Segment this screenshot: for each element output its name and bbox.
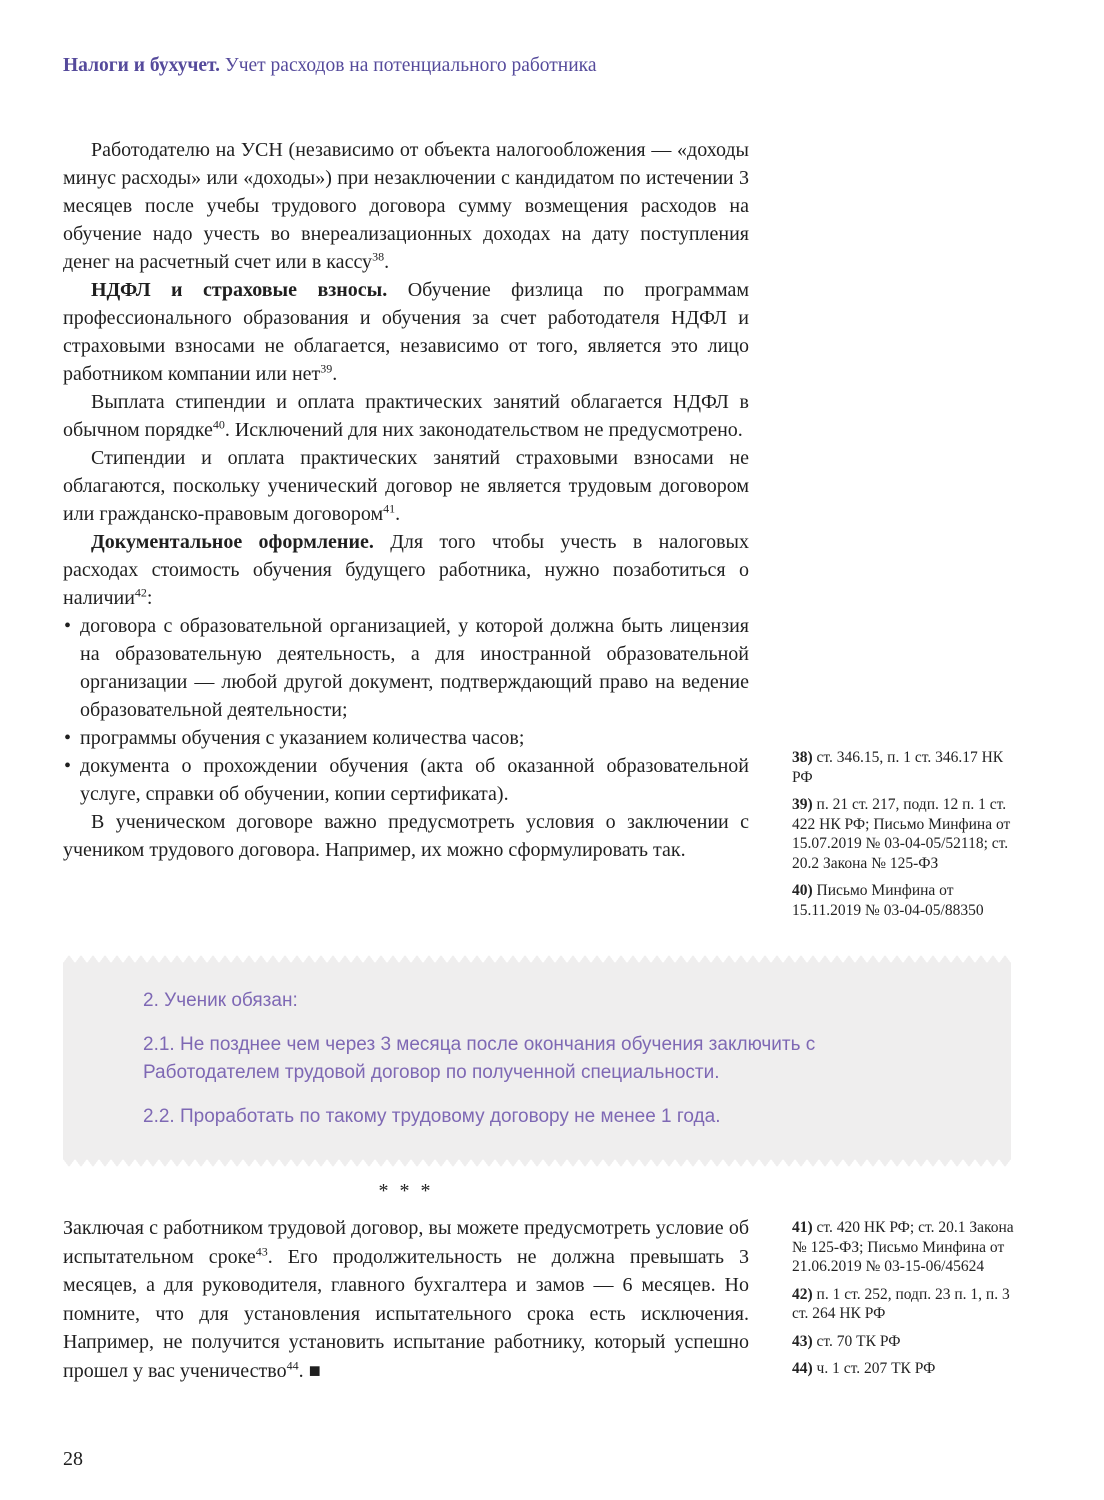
paragraph-probation: Заключая с работником трудовой договор, вы можете предусмотреть условие об испытательном сроке$^{43}$. Его продолжительность не должна превышать 3 месяцев, а для руководителя, главного бухгалтера и замов — 6 месяцев. Но помните, что для установления испытательного срока есть исключения. Например, не получится установить испытание работнику, который успешно прошел у вас ученичество$^{44}$. ■ [63,1217,750,1382]
footnote-text: Письмо Минфина от 15.11.2019 № 03-04-05/88350 [792,882,984,919]
footnotes-sidebar-bottom [792,1218,1026,1387]
bullet-item: • документа о прохождении обучения (акта об оказанной образовательной услуге, справки об обучении, копии сертификата). [63,752,749,808]
footnote [792,1359,1026,1379]
footnote-number: 39) [792,796,813,813]
paragraph-stipend-ndfl: Выплата стипендии и оплата практических занятий облагается НДФЛ в обычном порядке$^{40}$. Исключений для них законодательством не предусмотрено. [63,391,749,441]
footnote [792,881,1026,920]
footnote-number: 44) [792,1360,813,1377]
excerpt-clause-2-2: 2.2. Проработать по такому трудовому договору не менее 1 года. [143,1106,721,1127]
footnote-number: 38) [792,749,813,766]
contract-excerpt-body [63,963,1011,1159]
footnote [792,1285,1026,1324]
footnote-text: ч. 1 ст. 207 ТК РФ [816,1360,936,1377]
excerpt-clause-2-1: 2.1. Не позднее чем через 3 месяца после окончания обучения заключить с Работодателем трудовой договор по полученной специальности. [143,1034,816,1083]
zigzag-edge-bottom [63,1159,1011,1167]
footnote-text: ст. 70 ТК РФ [816,1332,901,1350]
article-title: Учет расходов на потенциального работника [224,55,597,76]
section-separator: * * * [378,1180,434,1202]
zigzag-edge-top [63,955,1011,963]
footnote-text: п. 21 ст. 217, подп. 12 п. 1 ст. 422 НК РФ; Письмо Минфина от 15.07.2019 № 03-04-05/52118; ст. 20.2 Закона № 125-ФЗ [792,796,1011,872]
footnote-number: 43) [792,1332,813,1350]
paragraph-contract-advice: В ученическом договоре важно предусмотреть условия о заключении с учеником трудового договора. Например, их можно сформулировать так. [63,811,749,861]
footnote [792,1332,1026,1352]
bullet-item: • договора с образовательной организацией, у которой должна быть лицензия на образовательную деятельность, а для иностранной образовательной организации — любой другой документ, подтверждающий право на ведение образовательной деятельности; [63,612,749,724]
paragraph-documents-intro: Документальное оформление. Для того чтобы учесть в налоговых расходах стоимость обучения будущего работника, нужно позаботиться о наличии$^{42}$: [63,531,749,609]
footnote-number: 40) [792,882,813,899]
footnote-text: п. 1 ст. 252, подп. 23 п. 1, п. 3 ст. 264 НК РФ [792,1285,1010,1322]
closing-section [63,1214,749,1385]
footnote [792,795,1026,873]
footnotes-sidebar-top [792,748,1026,928]
bullet-item: • программы обучения с указанием количества часов; [63,724,749,752]
article-body [63,136,749,864]
excerpt-clause-2: 2. Ученик обязан: [143,990,298,1011]
contract-excerpt-box [63,955,1011,1167]
footnote-text: ст. 346.15, п. 1 ст. 346.17 НК РФ [792,749,1004,786]
documents-bullet-list [63,612,749,808]
page-number: 28 [63,1448,83,1470]
footnote [792,1218,1026,1277]
page-header [63,55,963,77]
footnote-number: 41) [792,1219,813,1236]
footnote-number: 42) [792,1285,813,1303]
paragraph-usn: Работодателю на УСН (независимо от объекта налогообложения — «доходы минус расходы» или «доходы») при незаключении с кандидатом по истечении 3 месяцев после учебы трудового договора сумму возмещения расходов на обучение надо учесть во внереализационных доходах на дату поступления денег на расчетный счет или в кассу$^{38}$. [63,139,749,273]
paragraph-ndfl: НДФЛ и страховые взносы. Обучение физлица по программам профессионального образования и обучения за счет работодателя НДФЛ и страховыми взносами не облагается, независимо от того, является это лицо работником компании или нет$^{39}$. [63,279,749,385]
footnote [792,748,1026,787]
section-title: Налоги и бухучет. [63,55,221,76]
footnote-text: ст. 420 НК РФ; ст. 20.1 Закона № 125-ФЗ; Письмо Минфина от 21.06.2019 № 03-15-06/45624 [792,1219,1014,1275]
paragraph-stipend-vznosy: Стипендии и оплата практических занятий страховыми взносами не облагаются, поскольку ученический договор не является трудовым договором или гражданско-правовым договором$^{41}$. [63,447,749,525]
